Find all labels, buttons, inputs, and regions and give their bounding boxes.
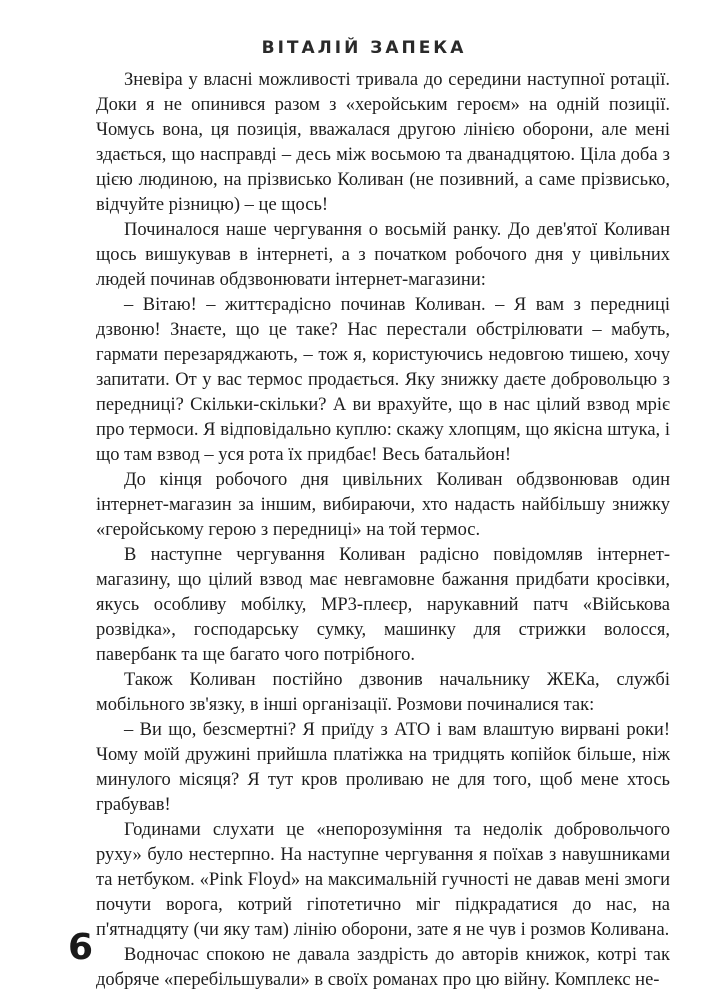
paragraph: – Вітаю! – життєрадісно починав Коливан. – Я вам з передниці дзвоню! Знаєте, що це таке? Нас перестали обстрілювати – мабуть, гармати перезаряджають, – тож я, користуючись недовгою тишею, хочу запитати. От у вас термос продається. Яку знижку даєте добровольцю з передниці? Скільки-скільки? А ви врахуйте, що в нас цілий взвод мріє про термоси. Я відповідально куплю: скажу хлопцям, що якісна штука, і що там взвод – уся рота їх придбає! Весь батальйон! (96, 295, 670, 465)
page-number: 6 (68, 927, 94, 968)
paragraph: Водночас спокою не давала заздрість до авторів книжок, котрі так добряче «перебільшували» в своїх романах про цю війну. Комплекс не- (96, 945, 670, 990)
running-head-author: ВІТАЛІЙ ЗАПЕКА (261, 38, 467, 58)
paragraph: – Ви що, безсмертні? Я приїду з АТО і вам влаштую вирвані роки! Чому моїй дружині прийшла платіжка на тридцять копійок більше, ніж минулого місяця? Я тут кров проливаю не для того, щоб мене хтось грабував! (96, 720, 670, 815)
paragraph: Також Коливан постійно дзвонив начальнику ЖЕКа, службі мобільного зв'язку, в інші організації. Розмови починалися так: (96, 670, 670, 715)
paragraph: До кінця робочого дня цивільних Коливан обдзвонював один інтернет-магазин за іншим, вибираючи, хто надасть найбільшу знижку «геройському герою з передниці» на той термос. (96, 470, 670, 540)
paragraph: Годинами слухати це «непорозуміння та недолік добровольчого руху» було нестерпно. На наступне чергування я поїхав з навушниками та нетбуком. «Pink Floyd» на максимальній гучності не давав мені змоги почути ворога, котрий гіпотетично міг підкрадатися до нас, на п'ятнадцяту (чи яку там) лінію оборони, зате я не чув і розмов Коливана. (96, 820, 670, 940)
paragraph: В наступне чергування Коливан радісно повідомляв інтернет-магазину, що цілий взвод має невгамовне бажання придбати кросівки, якусь особливу мобілку, МР3-плеєр, нарукавний патч «Військова розвідка», господарську сумку, машинку для стрижки волосся, павербанк та ще багато чого потрібного. (96, 545, 670, 665)
body-text (96, 68, 670, 993)
paragraph: Починалося наше чергування о восьмій ранку. До дев'ятої Коливан щось вишукував в інтернеті, а з початком робочого дня у цивільних людей починав обдзвонювати інтернет-магазини: (96, 220, 670, 290)
paragraph: Зневіра у власні можливості тривала до середини наступної ротації. Доки я не опинився разом з «херойським героєм» на одній позиції. Чомусь вона, ця позиція, вважалася другою лінією оборони, але мені здається, що насправді – десь між восьмою та дванадцятою. Ціла доба з цією людиною, на прізвисько Коливан (не позивний, а саме прізвисько, відчуйте різницю) – це щось! (96, 70, 670, 215)
